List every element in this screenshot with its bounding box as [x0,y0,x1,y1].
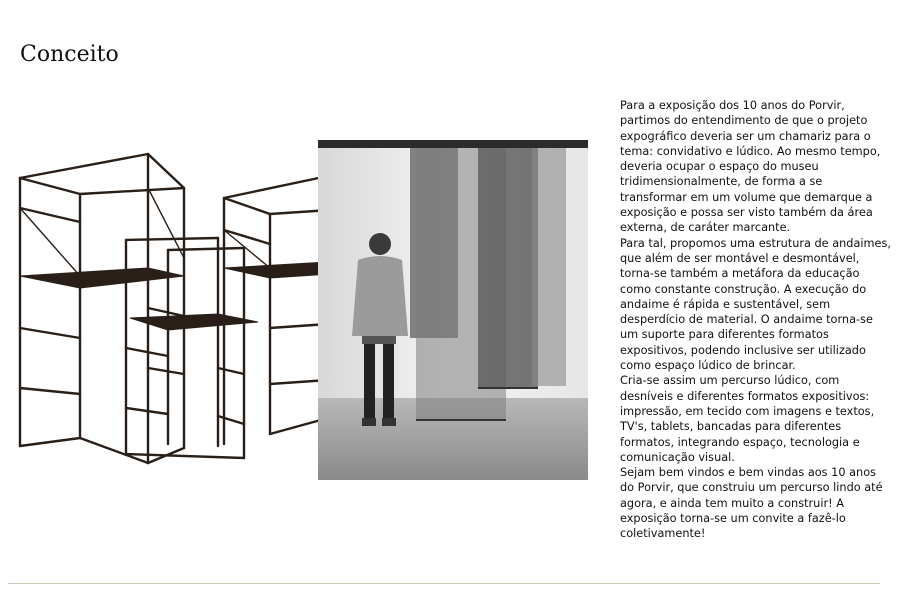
paragraph: Cria-se assim um percurso lúdico, com desníveis e diferentes formatos expositivos: impressão, em tecido com imagens e textos, TV's, tablets, bancadas para diferentes formatos, integrando espaço, tecnologia e comunicação visual. [620,374,875,464]
paragraph: Para a exposição dos 10 anos do Porvir, partimos do entendimento de que o projeto expográfico deveria ser um chamariz para o tema: convidativo e lúdico. Ao mesmo tempo, deveria ocupar o espaço do museu tridimensionalmente, de forma a se transformar em um volume que demarque a exposição e possa ser visto também da área externa, de caráter marcante. [620,99,881,235]
paragraph: Sejam bem vindos e bem vindas aos 10 anos do Porvir, que construiu um percurso lindo até agora, e ainda tem muito a construir! A exposição torna-se um convite a fazê-lo coletivamente! [620,466,883,541]
paragraph: Para tal, propomos uma estrutura de andaimes, que além de ser montável e desmontável, torna-se também a metáfora da educação como constante construção. A execução do andaime é rápida e sustentável, sem desperdício de material. O andaime torna-se um suporte para diferentes formatos expositivos, podendo inclusive ser utilizado como espaço lúdico de brincar. [620,236,891,373]
fabric-panels-photo [318,140,588,480]
concept-text [620,98,892,542]
scaffolding-image [8,148,368,478]
footer-divider [8,583,880,584]
page-title: Conceito [20,42,119,67]
